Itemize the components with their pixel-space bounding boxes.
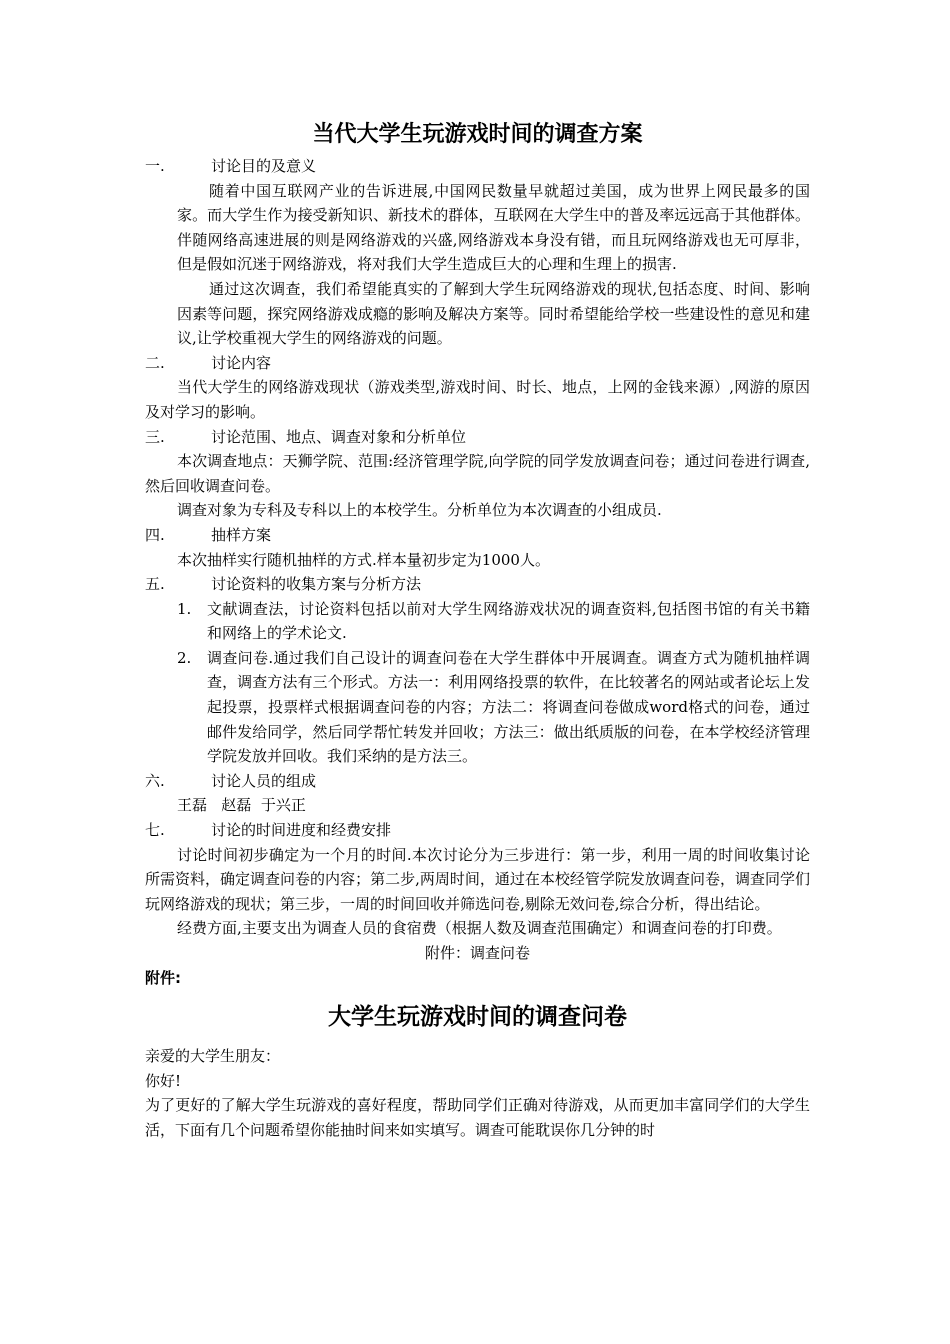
questionnaire-title: 大学生玩游戏时间的调查问卷: [328, 1004, 627, 1031]
section-heading-3: [145, 425, 810, 450]
questionnaire-intro: 为了更好的了解大学生玩游戏的喜好程度，帮助同学们正确对待游戏，从而更加丰富同学们的大学生活，下面有几个问题希望你能抽时间来如实填写。调查可能耽误你几分钟的时: [145, 1096, 810, 1139]
greeting: 亲爱的大学生朋友：: [145, 1047, 281, 1066]
section-title: 讨论内容: [211, 353, 272, 372]
list-item-number: 1.: [177, 599, 192, 618]
section-title: 讨论目的及意义: [211, 157, 317, 175]
team-members: 王磊 赵磊 于兴正: [177, 796, 306, 815]
paragraph: 随着中国互联网产业的告诉进展,中国网民数量早就超过美国，成为世界上网民最多的国家。而大学生作为接受新知识、新技术的群体，互联网在大学生中的普及率远远高于其他群体。伴随网络高速进展的则是网络游戏的兴盛,网络游戏本身没有错，而且玩网络游戏也无可厚非，但是假如沉迷于网络游戏，将对我们大学生造成巨大的心理和生理上的损害.: [177, 181, 810, 274]
hello: 你好!: [145, 1071, 182, 1090]
paragraph: 本次调查地点：天狮学院、范围:经济管理学院,向学院的同学发放调查问卷；通过问卷进行调查,然后回收调查问卷。: [145, 452, 810, 495]
document-body: [145, 118, 810, 1143]
section-title: 讨论的时间进度和经费安排: [211, 821, 392, 840]
section-title: 讨论范围、地点、调查对象和分析单位: [211, 427, 467, 446]
section-heading-5: [145, 572, 810, 597]
list-item: [177, 597, 810, 646]
section-number: 六.: [145, 771, 165, 790]
section-number: 三.: [145, 427, 165, 446]
section-heading-7: [145, 818, 810, 843]
section-number: 七.: [145, 821, 165, 840]
section-number: 一.: [145, 157, 165, 175]
section-heading-1: [145, 154, 810, 179]
section-title: 抽样方案: [211, 525, 272, 544]
paragraph: 调查对象为专科及专科以上的本校学生。分析单位为本次调查的小组成员.: [177, 501, 662, 520]
list-item-text: 调查问卷.通过我们自己设计的调查问卷在大学生群体中开展调查。调查方式为随机抽样调查，调查方法有三个形式。方法一：利用网络投票的软件，在比较著名的网站或者论坛上发起投票，投票样式根据调查问卷的内容；方法二：将调查问卷做成word格式的问卷，通过邮件发给同学，然后同学帮忙转发并回收；方法三：做出纸质版的问卷，在本学校经济管理学院发放并回收。我们采纳的是方法三。: [207, 648, 810, 766]
document-title: 当代大学生玩游戏时间的调查方案: [312, 122, 643, 147]
paragraph: 通过这次调查，我们希望能真实的了解到大学生玩网络游戏的现状,包括态度、时间、影响因素等问题，探究网络游戏成瘾的影响及解决方案等。同时希望能给学校一些建设性的意见和建议,让学校重视大学生的网络游戏的问题。: [177, 279, 810, 348]
section-heading-2: [145, 351, 810, 376]
list-item: [177, 646, 810, 769]
section-heading-4: [145, 523, 810, 548]
section-heading-6: [145, 769, 810, 794]
list-item-text: 文献调查法，讨论资料包括以前对大学生网络游戏状况的调查资料,包括图书馆的有关书籍和网络上的学术论文.: [207, 599, 810, 643]
paragraph: 本次抽样实行随机抽样的方式.样本量初步定为1000人。: [177, 550, 550, 569]
section-number: 四.: [145, 525, 165, 544]
paragraph: 讨论时间初步确定为一个月的时间.本次讨论分为三步进行：第一步，利用一周的时间收集讨论所需资料，确定调查问卷的内容；第二步,两周时间，通过在本校经管学院发放调查问卷，调查同学们玩网络游戏的现状；第三步，一周的时间回收并筛选问卷,剔除无效问卷,综合分析，得出结论。: [145, 845, 810, 913]
section-number: 二.: [145, 353, 165, 372]
list-item-number: 2.: [177, 648, 192, 667]
numbered-list: [145, 597, 810, 769]
section-title: 讨论人员的组成: [211, 771, 317, 790]
section-title: 讨论资料的收集方案与分析方法: [211, 575, 422, 594]
paragraph: 当代大学生的网络游戏现状（游戏类型,游戏时间、时长、地点，上网的金钱来源）,网游的原因及对学习的影响。: [145, 378, 810, 421]
attachment-note: 附件：调查问卷: [424, 944, 530, 962]
section-1-body: [145, 179, 810, 351]
attachment-label: 附件:: [145, 968, 181, 987]
section-number: 五.: [145, 575, 165, 594]
paragraph: 经费方面,主要支出为调查人员的食宿费（根据人数及调查范围确定）和调查问卷的打印费。: [177, 919, 782, 938]
